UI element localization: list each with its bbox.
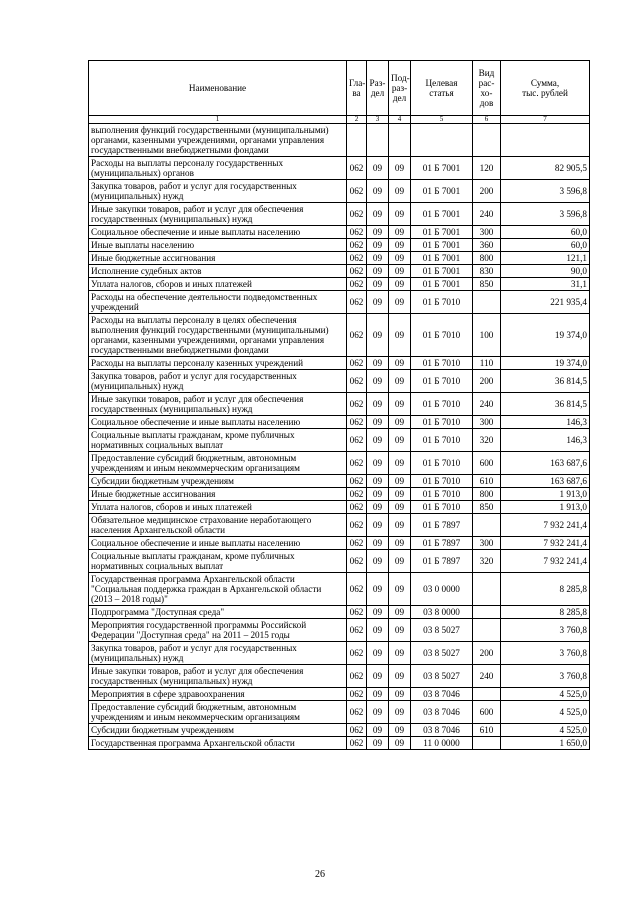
- cell-glava: 062: [347, 370, 367, 393]
- cell-razdel: 09: [367, 619, 389, 642]
- table-row: [89, 688, 590, 701]
- table-row: [89, 314, 590, 357]
- cell-glava: 062: [347, 475, 367, 488]
- table-row: [89, 537, 590, 550]
- col-number: 2: [347, 116, 367, 124]
- cell-glava: 062: [347, 452, 367, 475]
- cell-razdel: 09: [367, 573, 389, 606]
- cell-podrazdel: 09: [389, 501, 411, 514]
- cell-glava: 062: [347, 203, 367, 226]
- cell-target: 01 Б 7001: [411, 252, 473, 265]
- cell-razdel: 09: [367, 501, 389, 514]
- col-header-razdel: [367, 61, 389, 116]
- cell-podrazdel: 09: [389, 514, 411, 537]
- cell-vid: 800: [473, 252, 501, 265]
- cell-glava: 062: [347, 265, 367, 278]
- cell-vid: 200: [473, 642, 501, 665]
- cell-vid: 800: [473, 488, 501, 501]
- budget-table: [88, 60, 590, 750]
- cell-razdel: 09: [367, 265, 389, 278]
- cell-podrazdel: 09: [389, 665, 411, 688]
- cell-sum: 4 525,0: [501, 688, 590, 701]
- cell-glava: 062: [347, 314, 367, 357]
- table-row: [89, 226, 590, 239]
- cell-podrazdel: 09: [389, 416, 411, 429]
- col-number: 5: [411, 116, 473, 124]
- cell-razdel: 09: [367, 239, 389, 252]
- table-body: [89, 124, 590, 750]
- cell-glava: 062: [347, 737, 367, 750]
- cell-sum: 60,0: [501, 226, 590, 239]
- cell-glava: 062: [347, 488, 367, 501]
- cell-glava: 062: [347, 619, 367, 642]
- table-row: [89, 665, 590, 688]
- cell-razdel: 09: [367, 393, 389, 416]
- cell-razdel: 09: [367, 550, 389, 573]
- cell-vid: [473, 606, 501, 619]
- cell-sum: 7 932 241,4: [501, 537, 590, 550]
- cell-vid: 600: [473, 452, 501, 475]
- cell-podrazdel: 09: [389, 701, 411, 724]
- cell-vid: 360: [473, 239, 501, 252]
- table-row: [89, 180, 590, 203]
- cell-sum: 221 935,4: [501, 291, 590, 314]
- cell-sum: 3 596,8: [501, 203, 590, 226]
- cell-target: 01 Б 7010: [411, 488, 473, 501]
- cell-razdel: 09: [367, 452, 389, 475]
- table-row: [89, 124, 590, 157]
- cell-razdel: 09: [367, 314, 389, 357]
- cell-glava: 062: [347, 501, 367, 514]
- cell-podrazdel: 09: [389, 573, 411, 606]
- cell-name: Государственная программа Архангельской области "Социальная поддержка граждан в Архангельской области (2013 – 2018 годы)": [89, 573, 347, 606]
- cell-name: Мероприятия государственной программы Российской Федерации "Доступная среда" на 2011 – 2015 годы: [89, 619, 347, 642]
- cell-vid: [473, 573, 501, 606]
- table-row: [89, 724, 590, 737]
- cell-podrazdel: 09: [389, 357, 411, 370]
- cell-sum: 82 905,5: [501, 157, 590, 180]
- cell-name: Расходы на выплаты персоналу государственных (муниципальных) органов: [89, 157, 347, 180]
- cell-sum: 7 932 241,4: [501, 550, 590, 573]
- cell-glava: 062: [347, 688, 367, 701]
- table-row: [89, 550, 590, 573]
- cell-podrazdel: 09: [389, 314, 411, 357]
- table-row: [89, 291, 590, 314]
- cell-vid: [473, 124, 501, 157]
- cell-name: Расходы на обеспечение деятельности подведомственных учреждений: [89, 291, 347, 314]
- cell-name: Социальные выплаты гражданам, кроме публичных нормативных социальных выплат: [89, 429, 347, 452]
- cell-podrazdel: 09: [389, 642, 411, 665]
- cell-glava: 062: [347, 606, 367, 619]
- cell-podrazdel: 09: [389, 370, 411, 393]
- cell-podrazdel: 09: [389, 180, 411, 203]
- cell-razdel: 09: [367, 475, 389, 488]
- cell-sum: 8 285,8: [501, 606, 590, 619]
- cell-sum: 3 760,8: [501, 642, 590, 665]
- cell-target: 01 Б 7010: [411, 370, 473, 393]
- table-row: [89, 370, 590, 393]
- cell-name: Иные выплаты населению: [89, 239, 347, 252]
- cell-glava: 062: [347, 416, 367, 429]
- col-header-glava-text: Гла- ва: [349, 78, 366, 98]
- cell-target: 01 Б 7001: [411, 203, 473, 226]
- cell-vid: 320: [473, 429, 501, 452]
- cell-vid: [473, 619, 501, 642]
- cell-vid: 850: [473, 501, 501, 514]
- cell-razdel: 09: [367, 416, 389, 429]
- cell-name: Закупка товаров, работ и услуг для государственных (муниципальных) нужд: [89, 642, 347, 665]
- cell-podrazdel: 09: [389, 724, 411, 737]
- cell-vid: 300: [473, 537, 501, 550]
- cell-glava: 062: [347, 157, 367, 180]
- cell-target: 01 Б 7010: [411, 291, 473, 314]
- cell-sum: 7 932 241,4: [501, 514, 590, 537]
- cell-name: Исполнение судебных актов: [89, 265, 347, 278]
- cell-glava: 062: [347, 724, 367, 737]
- table-row: [89, 357, 590, 370]
- cell-target: 01 Б 7001: [411, 157, 473, 180]
- cell-vid: 200: [473, 180, 501, 203]
- cell-sum: 3 760,8: [501, 665, 590, 688]
- table-row: [89, 573, 590, 606]
- table-row: [89, 701, 590, 724]
- cell-name: Государственная программа Архангельской области: [89, 737, 347, 750]
- table-row: [89, 278, 590, 291]
- cell-podrazdel: 09: [389, 157, 411, 180]
- col-header-target: [411, 61, 473, 116]
- cell-target: 01 Б 7897: [411, 550, 473, 573]
- cell-podrazdel: 09: [389, 429, 411, 452]
- cell-podrazdel: 09: [389, 550, 411, 573]
- cell-sum: 90,0: [501, 265, 590, 278]
- cell-target: 01 Б 7001: [411, 226, 473, 239]
- cell-glava: 062: [347, 239, 367, 252]
- cell-glava: 062: [347, 252, 367, 265]
- cell-podrazdel: 09: [389, 619, 411, 642]
- cell-vid: 300: [473, 226, 501, 239]
- cell-sum: 4 525,0: [501, 724, 590, 737]
- cell-razdel: 09: [367, 203, 389, 226]
- cell-name: Иные закупки товаров, работ и услуг для обеспечения государственных (муниципальных) нужд: [89, 203, 347, 226]
- cell-target: 03 8 5027: [411, 665, 473, 688]
- col-number: 4: [389, 116, 411, 124]
- cell-glava: 062: [347, 357, 367, 370]
- cell-glava: [347, 124, 367, 157]
- cell-name: Субсидии бюджетным учреждениям: [89, 475, 347, 488]
- cell-vid: 300: [473, 416, 501, 429]
- cell-name: Закупка товаров, работ и услуг для государственных (муниципальных) нужд: [89, 180, 347, 203]
- cell-name: Обязательное медицинское страхование неработающего населения Архангельской области: [89, 514, 347, 537]
- table-row: [89, 452, 590, 475]
- cell-vid: [473, 291, 501, 314]
- col-number: 1: [89, 116, 347, 124]
- cell-razdel: 09: [367, 252, 389, 265]
- cell-razdel: 09: [367, 537, 389, 550]
- cell-target: 01 Б 7897: [411, 514, 473, 537]
- cell-sum: 19 374,0: [501, 314, 590, 357]
- cell-razdel: 09: [367, 488, 389, 501]
- cell-sum: 60,0: [501, 239, 590, 252]
- cell-name: Уплата налогов, сборов и иных платежей: [89, 278, 347, 291]
- col-header-sum: [501, 61, 590, 116]
- table-row: [89, 501, 590, 514]
- cell-razdel: [367, 124, 389, 157]
- cell-name: Подпрограмма "Доступная среда": [89, 606, 347, 619]
- table-row: [89, 429, 590, 452]
- cell-target: 01 Б 7010: [411, 416, 473, 429]
- cell-glava: 062: [347, 642, 367, 665]
- col-header-podrazdel: [389, 61, 411, 116]
- cell-podrazdel: 09: [389, 475, 411, 488]
- cell-sum: 31,1: [501, 278, 590, 291]
- cell-sum: 36 814,5: [501, 370, 590, 393]
- cell-name: Социальное обеспечение и иные выплаты населению: [89, 537, 347, 550]
- cell-sum: 3 760,8: [501, 619, 590, 642]
- cell-razdel: 09: [367, 278, 389, 291]
- cell-razdel: 09: [367, 688, 389, 701]
- cell-vid: 240: [473, 393, 501, 416]
- cell-sum: 36 814,5: [501, 393, 590, 416]
- cell-vid: 100: [473, 314, 501, 357]
- cell-sum: 8 285,8: [501, 573, 590, 606]
- cell-razdel: 09: [367, 606, 389, 619]
- cell-glava: 062: [347, 226, 367, 239]
- cell-razdel: 09: [367, 291, 389, 314]
- table-row: [89, 393, 590, 416]
- cell-glava: 062: [347, 514, 367, 537]
- table-row: [89, 239, 590, 252]
- cell-sum: 3 596,8: [501, 180, 590, 203]
- cell-podrazdel: 09: [389, 278, 411, 291]
- cell-razdel: 09: [367, 226, 389, 239]
- cell-podrazdel: 09: [389, 737, 411, 750]
- cell-razdel: 09: [367, 642, 389, 665]
- cell-vid: 610: [473, 475, 501, 488]
- cell-name: Закупка товаров, работ и услуг для государственных (муниципальных) нужд: [89, 370, 347, 393]
- cell-target: 01 Б 7010: [411, 475, 473, 488]
- cell-target: 11 0 0000: [411, 737, 473, 750]
- page-number: 26: [315, 869, 325, 880]
- cell-name: Иные закупки товаров, работ и услуг для обеспечения государственных (муниципальных) нужд: [89, 393, 347, 416]
- cell-vid: 240: [473, 665, 501, 688]
- table-row: [89, 488, 590, 501]
- cell-glava: 062: [347, 537, 367, 550]
- cell-glava: 062: [347, 665, 367, 688]
- cell-sum: 121,1: [501, 252, 590, 265]
- cell-name: Субсидии бюджетным учреждениям: [89, 724, 347, 737]
- table-row: [89, 606, 590, 619]
- cell-sum: 4 525,0: [501, 701, 590, 724]
- cell-target: 01 Б 7001: [411, 180, 473, 203]
- col-header-vid-text: Вид рас- хо- дов: [478, 68, 495, 108]
- cell-name: Социальное обеспечение и иные выплаты населению: [89, 416, 347, 429]
- cell-sum: 146,3: [501, 429, 590, 452]
- cell-target: 03 8 7046: [411, 701, 473, 724]
- cell-podrazdel: 09: [389, 291, 411, 314]
- cell-target: 01 Б 7010: [411, 357, 473, 370]
- cell-vid: 110: [473, 357, 501, 370]
- cell-name: Мероприятия в сфере здравоохранения: [89, 688, 347, 701]
- cell-glava: 062: [347, 393, 367, 416]
- cell-name: выполнения функций государственными (муниципальными) органами, казенными учреждениями, органами управления государственными внебюджетными фондами: [89, 124, 347, 157]
- cell-glava: 062: [347, 573, 367, 606]
- col-header-podrazdel-text: Под- раз- дел: [391, 73, 410, 103]
- cell-razdel: 09: [367, 180, 389, 203]
- cell-razdel: 09: [367, 357, 389, 370]
- cell-target: 01 Б 7010: [411, 452, 473, 475]
- cell-target: 03 8 0000: [411, 606, 473, 619]
- table-row: [89, 265, 590, 278]
- cell-vid: [473, 514, 501, 537]
- cell-podrazdel: 09: [389, 452, 411, 475]
- cell-name: Иные бюджетные ассигнования: [89, 488, 347, 501]
- cell-name: Расходы на выплаты персоналу казенных учреждений: [89, 357, 347, 370]
- cell-vid: 600: [473, 701, 501, 724]
- table-row: [89, 737, 590, 750]
- cell-name: Иные закупки товаров, работ и услуг для обеспечения государственных (муниципальных) нужд: [89, 665, 347, 688]
- col-header-target-text: Целевая статья: [425, 78, 458, 98]
- cell-razdel: 09: [367, 665, 389, 688]
- cell-vid: 240: [473, 203, 501, 226]
- cell-razdel: 09: [367, 737, 389, 750]
- cell-target: 01 Б 7010: [411, 393, 473, 416]
- cell-target: 01 Б 7001: [411, 265, 473, 278]
- cell-target: 03 8 5027: [411, 619, 473, 642]
- cell-name: Предоставление субсидий бюджетным, автономным учреждениям и иным некоммерческим организациям: [89, 452, 347, 475]
- cell-sum: 19 374,0: [501, 357, 590, 370]
- cell-vid: 850: [473, 278, 501, 291]
- cell-podrazdel: 09: [389, 393, 411, 416]
- cell-glava: 062: [347, 291, 367, 314]
- cell-vid: 610: [473, 724, 501, 737]
- cell-vid: [473, 737, 501, 750]
- cell-target: 01 Б 7897: [411, 537, 473, 550]
- cell-target: 01 Б 7010: [411, 501, 473, 514]
- cell-podrazdel: [389, 124, 411, 157]
- table-row: [89, 642, 590, 665]
- cell-podrazdel: 09: [389, 488, 411, 501]
- col-number: 7: [501, 116, 590, 124]
- cell-target: 01 Б 7010: [411, 429, 473, 452]
- col-header-sum-text: Сумма, тыс. рублей: [522, 78, 568, 98]
- cell-podrazdel: 09: [389, 239, 411, 252]
- table-row: [89, 157, 590, 180]
- cell-target: 01 Б 7001: [411, 239, 473, 252]
- cell-target: 03 8 5027: [411, 642, 473, 665]
- cell-podrazdel: 09: [389, 606, 411, 619]
- table-row: [89, 252, 590, 265]
- column-number-row: [89, 116, 590, 124]
- cell-razdel: 09: [367, 724, 389, 737]
- cell-vid: 200: [473, 370, 501, 393]
- cell-glava: 062: [347, 278, 367, 291]
- cell-target: 01 Б 7001: [411, 278, 473, 291]
- cell-glava: 062: [347, 550, 367, 573]
- cell-sum: 1 913,0: [501, 488, 590, 501]
- cell-sum: 163 687,6: [501, 452, 590, 475]
- header-row: [89, 61, 590, 116]
- cell-sum: 146,3: [501, 416, 590, 429]
- table-row: [89, 416, 590, 429]
- cell-target: 01 Б 7010: [411, 314, 473, 357]
- cell-podrazdel: 09: [389, 688, 411, 701]
- cell-target: 03 8 7046: [411, 688, 473, 701]
- cell-vid: 830: [473, 265, 501, 278]
- table-row: [89, 475, 590, 488]
- cell-sum: [501, 124, 590, 157]
- col-header-razdel-text: Раз- дел: [369, 78, 386, 98]
- table-row: [89, 514, 590, 537]
- table-row: [89, 619, 590, 642]
- col-header-glava: [347, 61, 367, 116]
- cell-vid: 320: [473, 550, 501, 573]
- cell-target: [411, 124, 473, 157]
- cell-podrazdel: 09: [389, 252, 411, 265]
- col-number: 6: [473, 116, 501, 124]
- cell-razdel: 09: [367, 370, 389, 393]
- cell-vid: 120: [473, 157, 501, 180]
- cell-target: 03 0 0000: [411, 573, 473, 606]
- cell-razdel: 09: [367, 157, 389, 180]
- cell-name: Социальное обеспечение и иные выплаты населению: [89, 226, 347, 239]
- cell-podrazdel: 09: [389, 537, 411, 550]
- col-header-vid: [473, 61, 501, 116]
- cell-glava: 062: [347, 429, 367, 452]
- cell-podrazdel: 09: [389, 203, 411, 226]
- col-header-name: Наименование: [89, 61, 347, 116]
- col-number: 3: [367, 116, 389, 124]
- cell-podrazdel: 09: [389, 265, 411, 278]
- cell-name: Предоставление субсидий бюджетным, автономным учреждениям и иным некоммерческим организациям: [89, 701, 347, 724]
- cell-sum: 1 913,0: [501, 501, 590, 514]
- cell-podrazdel: 09: [389, 226, 411, 239]
- cell-name: Иные бюджетные ассигнования: [89, 252, 347, 265]
- table-row: [89, 203, 590, 226]
- cell-glava: 062: [347, 180, 367, 203]
- cell-razdel: 09: [367, 701, 389, 724]
- cell-razdel: 09: [367, 429, 389, 452]
- cell-sum: 1 650,0: [501, 737, 590, 750]
- cell-razdel: 09: [367, 514, 389, 537]
- cell-target: 03 8 7046: [411, 724, 473, 737]
- cell-name: Уплата налогов, сборов и иных платежей: [89, 501, 347, 514]
- cell-glava: 062: [347, 701, 367, 724]
- cell-name: Расходы на выплаты персоналу в целях обеспечения выполнения функций государственными (муниципальными) органами, казенными учреждениями, органами управления государственными внебюджетными фондами: [89, 314, 347, 357]
- cell-name: Социальные выплаты гражданам, кроме публичных нормативных социальных выплат: [89, 550, 347, 573]
- cell-vid: [473, 688, 501, 701]
- cell-sum: 163 687,6: [501, 475, 590, 488]
